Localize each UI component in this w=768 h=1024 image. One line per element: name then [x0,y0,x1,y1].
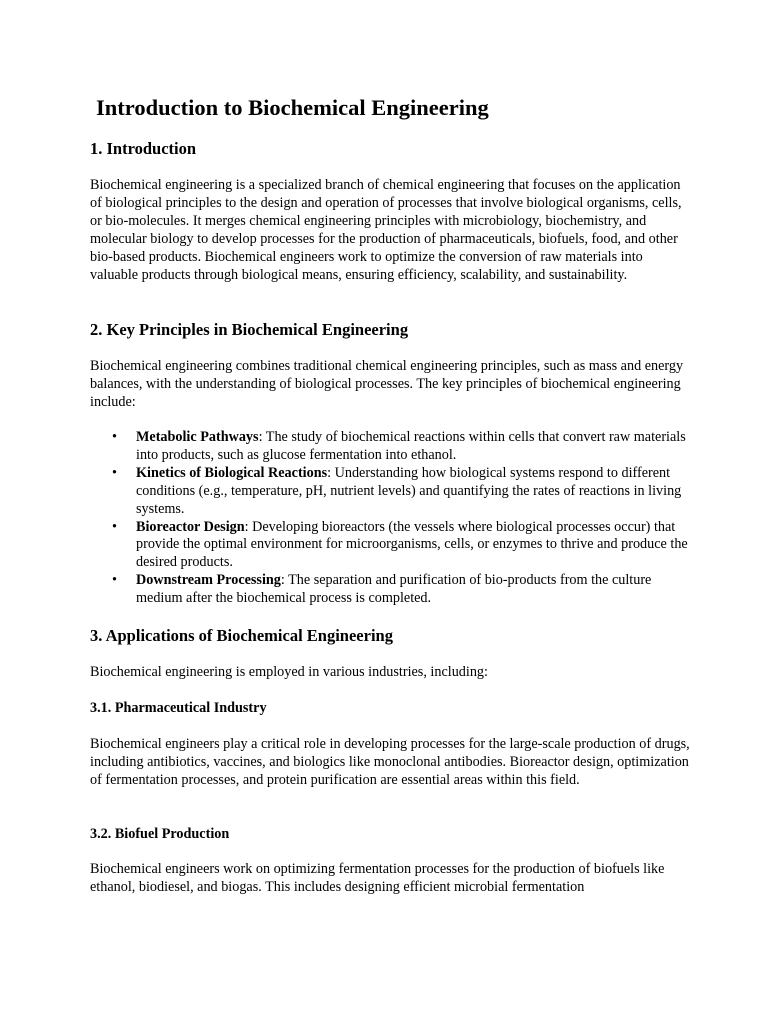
list-item-desc: : Understanding how biological systems respond to different conditions (e.g., temperature, pH, nutrient levels) and quantifying the rates of reactions in living systems. [136,464,682,517]
bullet-icon: • [112,464,117,481]
key-principles-list [90,429,690,608]
subsection-body-biofuel: Biochemical engineers work on optimizing fermentation processes for the production of biofuels like ethanol, biodiesel, and biogas. This includes designing efficient microbial fermentation [90,861,665,895]
list-item-term: Downstream Processing [136,572,281,589]
list-item [90,465,690,519]
list-item [90,429,690,465]
bullet-icon: • [112,429,117,445]
subsection-heading-pharmaceutical: 3.1. Pharmaceutical Industry [90,700,267,716]
list-item-desc: : The separation and purification of bio-products from the culture medium after the biochemical process is completed. [136,572,652,607]
list-item [90,519,690,573]
list-item-term: Kinetics of Biological Reactions [136,464,328,481]
list-item-term: Bioreactor Design [136,518,245,535]
subsection-body-pharmaceutical: Biochemical engineers play a critical role in developing processes for the large-scale production of drugs, including antibiotics, vaccines, and biologics like monoclonal antibodies. Bioreactor design, optimization of fermentation processes, and protein purification are essential areas within this field. [90,736,690,788]
list-item-term: Metabolic Pathways [136,429,259,445]
page-title: Introduction to Biochemical Engineering [96,95,489,120]
section-heading-applications: 3. Applications of Biochemical Engineering [90,626,393,645]
section-heading-introduction: 1. Introduction [90,139,197,158]
list-item [90,572,690,608]
section-heading-key-principles: 2. Key Principles in Biochemical Engineering [90,320,409,339]
subsection-heading-biofuel: 3.2. Biofuel Production [90,826,230,842]
list-item-desc: : Developing bioreactors (the vessels where biological processes occur) that provide the optimal environment for microorganisms, cells, or enzymes to thrive and produce the desired products. [136,518,688,571]
section-body-applications: Biochemical engineering is employed in various industries, including: [90,664,488,680]
bullet-icon: • [112,518,117,535]
list-item-desc: : The study of biochemical reactions within cells that convert raw materials into products, such as glucose fermentation into ethanol. [136,429,686,463]
section-body-key-principles: Biochemical engineering combines traditional chemical engineering principles, such as mass and energy balances, with the understanding of biological processes. The key principles of biochemical engineering include: [90,358,684,410]
section-body-introduction: Biochemical engineering is a specialized branch of chemical engineering that focuses on the application of biological principles to the design and operation of processes that involve biological organisms, cells, or bio-molecules. It merges chemical engineering principles with microbiology, biochemistry, and molecular biology to develop processes for the production of pharmaceuticals, biofuels, food, and other bio-based products. Biochemical engineers work to optimize the conversion of raw materials into valuable products through biological means, ensuring efficiency, scalability, and sustainability. [90,177,682,283]
bullet-icon: • [112,572,117,589]
